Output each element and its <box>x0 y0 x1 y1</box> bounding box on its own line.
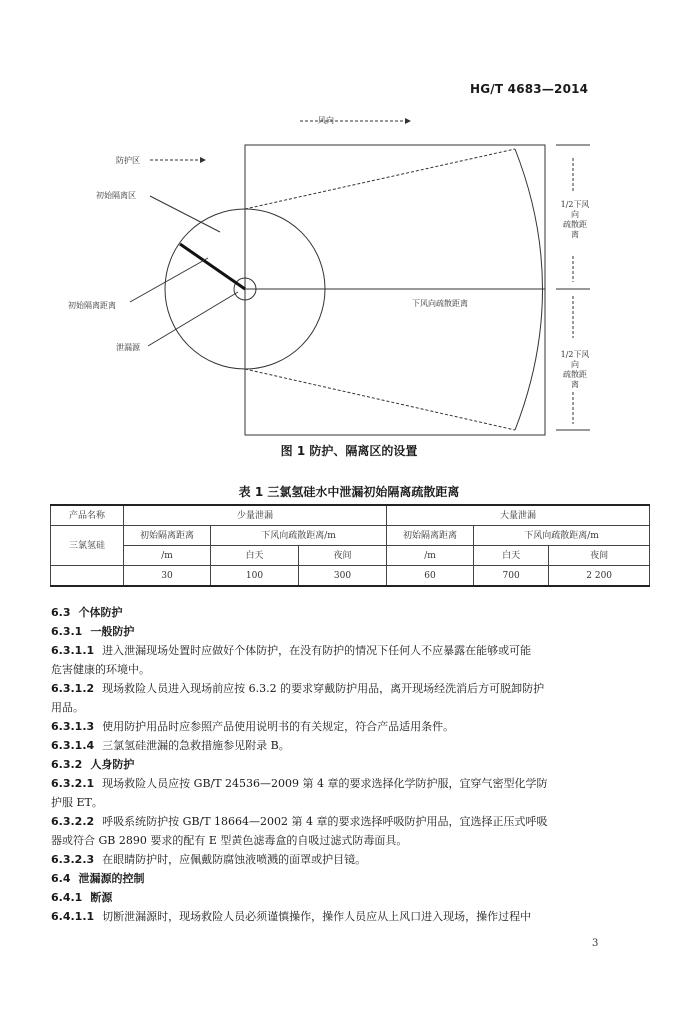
table-cell: 2 200 <box>549 566 650 587</box>
half-downwind-top-label: 1/2下风向 疏散距离 <box>560 200 590 239</box>
header-small-spill: 少量泄漏 <box>124 505 387 526</box>
product-name-cell: 三氯氢硅 <box>51 526 124 566</box>
section-heading <box>51 622 651 641</box>
header-unit: /m <box>124 546 211 566</box>
paragraph-line <box>51 641 651 660</box>
clause-text: 使用防护用品时应参照产品使用说明书的有关规定，符合产品适用条件。 <box>102 720 455 733</box>
clause-number: 6.3.1.1 <box>51 644 95 657</box>
clause-text: 用品。 <box>51 701 84 714</box>
table-cell: 100 <box>211 566 299 587</box>
clause-text: 进入泄漏现场处置时应做好个体防护，在没有防护的情况下任何人不应暴露在能够或可能 <box>102 644 532 657</box>
clause-text: 三氯氢硅泄漏的急救措施参见附录 B。 <box>102 739 290 752</box>
clause-text: 现场救险人员应按 GB/T 24536—2009 第 4 章的要求选择化学防护服，宜穿气密型化学防 <box>102 777 548 790</box>
header-initial-isolation-distance-large: 初始隔离距离 <box>386 526 473 546</box>
table-cell-blank <box>51 566 124 587</box>
table-cell: 60 <box>386 566 473 587</box>
section-heading <box>51 888 651 907</box>
table-cell: 300 <box>298 566 386 587</box>
section-heading <box>51 869 651 888</box>
header-night: 夜间 <box>298 546 386 566</box>
clause-number: 6.3.1.4 <box>51 739 95 752</box>
clause-text: 现场救险人员进入现场前应按 6.3.2 的要求穿戴防护用品，离开现场经洗消后方可脱卸防护 <box>102 682 545 695</box>
table-cell: 700 <box>473 566 548 587</box>
lower-tangent-line <box>245 369 515 430</box>
header-large-spill: 大量泄漏 <box>386 505 649 526</box>
clause-number: 6.4.1.1 <box>51 910 95 923</box>
half-downwind-bottom-label: 1/2下风向 疏散距离 <box>560 350 590 389</box>
downwind-distance-label: 下风向疏散距离 <box>412 299 468 308</box>
clause-number: 6.3.2.3 <box>51 853 95 866</box>
clause-number: 6.3 <box>51 606 71 619</box>
clause-number: 6.4.1 <box>51 891 83 904</box>
header-day: 白天 <box>211 546 299 566</box>
paragraph-line <box>51 660 651 679</box>
paragraph-line <box>51 793 651 812</box>
clause-number: 6.4 <box>51 872 71 885</box>
paragraph-line <box>51 831 651 850</box>
header-day-large: 白天 <box>473 546 548 566</box>
clause-text: 人身防护 <box>90 758 135 771</box>
page-number: 3 <box>592 938 599 949</box>
body-text <box>51 603 651 926</box>
paragraph-line <box>51 850 651 869</box>
clause-text: 危害健康的环境中。 <box>51 663 150 676</box>
header-night-large: 夜间 <box>549 546 650 566</box>
paragraph-line <box>51 736 651 755</box>
header-initial-isolation-distance: 初始隔离距离 <box>124 526 211 546</box>
clause-number: 6.3.1.2 <box>51 682 95 695</box>
clause-text: 器或符合 GB 2890 要求的配有 E 型黄色滤毒盒的自吸过滤式防毒面具。 <box>51 834 408 847</box>
protection-zone-rect <box>245 145 545 435</box>
clause-text: 泄漏源的控制 <box>78 872 145 885</box>
clause-text: 在眼睛防护时，应佩戴防腐蚀液喷溅的面罩或护目镜。 <box>102 853 367 866</box>
isolation-zone-diagram <box>0 0 698 440</box>
wind-direction-label: 风向 <box>318 116 334 125</box>
table-cell: 30 <box>124 566 211 587</box>
clause-text: 断源 <box>90 891 113 904</box>
isolation-radius-line <box>180 244 245 289</box>
isolation-distance-table <box>50 504 650 587</box>
clause-text: 一般防护 <box>90 625 135 638</box>
section-heading <box>51 755 651 774</box>
standard-code: HG/T 4683—2014 <box>470 82 589 96</box>
paragraph-line <box>51 698 651 717</box>
section-heading <box>51 603 651 622</box>
paragraph-line <box>51 812 651 831</box>
initial-isolation-zone-label: 初始隔离区 <box>96 191 136 200</box>
table-caption: 表 1 三氯氢硅水中泄漏初始隔离疏散距离 <box>238 485 460 499</box>
header-unit-large: /m <box>386 546 473 566</box>
clause-number: 6.3.2.1 <box>51 777 95 790</box>
clause-text: 呼吸系统防护按 GB/T 18664—2002 第 4 章的要求选择呼吸防护用品，宜选择正压式呼吸 <box>102 815 548 828</box>
header-downwind-distance-large: 下风向疏散距离/m <box>473 526 649 546</box>
initial-isolation-distance-label: 初始隔离距离 <box>68 301 116 310</box>
clause-number: 6.3.2.2 <box>51 815 95 828</box>
clause-text: 护服 ET。 <box>51 796 103 809</box>
clause-number: 6.3.1 <box>51 625 83 638</box>
figure-caption: 图 1 防护、隔离区的设置 <box>280 444 418 458</box>
upper-tangent-line <box>245 149 515 209</box>
clause-text: 个体防护 <box>78 606 123 619</box>
header-product-name: 产品名称 <box>51 505 124 526</box>
paragraph-line <box>51 679 651 698</box>
paragraph-line <box>51 907 651 926</box>
clause-number: 6.3.2 <box>51 758 83 771</box>
clause-number: 6.3.1.3 <box>51 720 95 733</box>
header-downwind-distance: 下风向疏散距离/m <box>211 526 387 546</box>
leak-source-label: 泄漏源 <box>116 343 140 352</box>
protection-zone-label: 防护区 <box>116 156 140 165</box>
clause-text: 切断泄漏源时，现场救险人员必须谨慎操作，操作人员应从上风口进入现场，操作过程中 <box>102 910 532 923</box>
paragraph-line <box>51 717 651 736</box>
paragraph-line <box>51 774 651 793</box>
